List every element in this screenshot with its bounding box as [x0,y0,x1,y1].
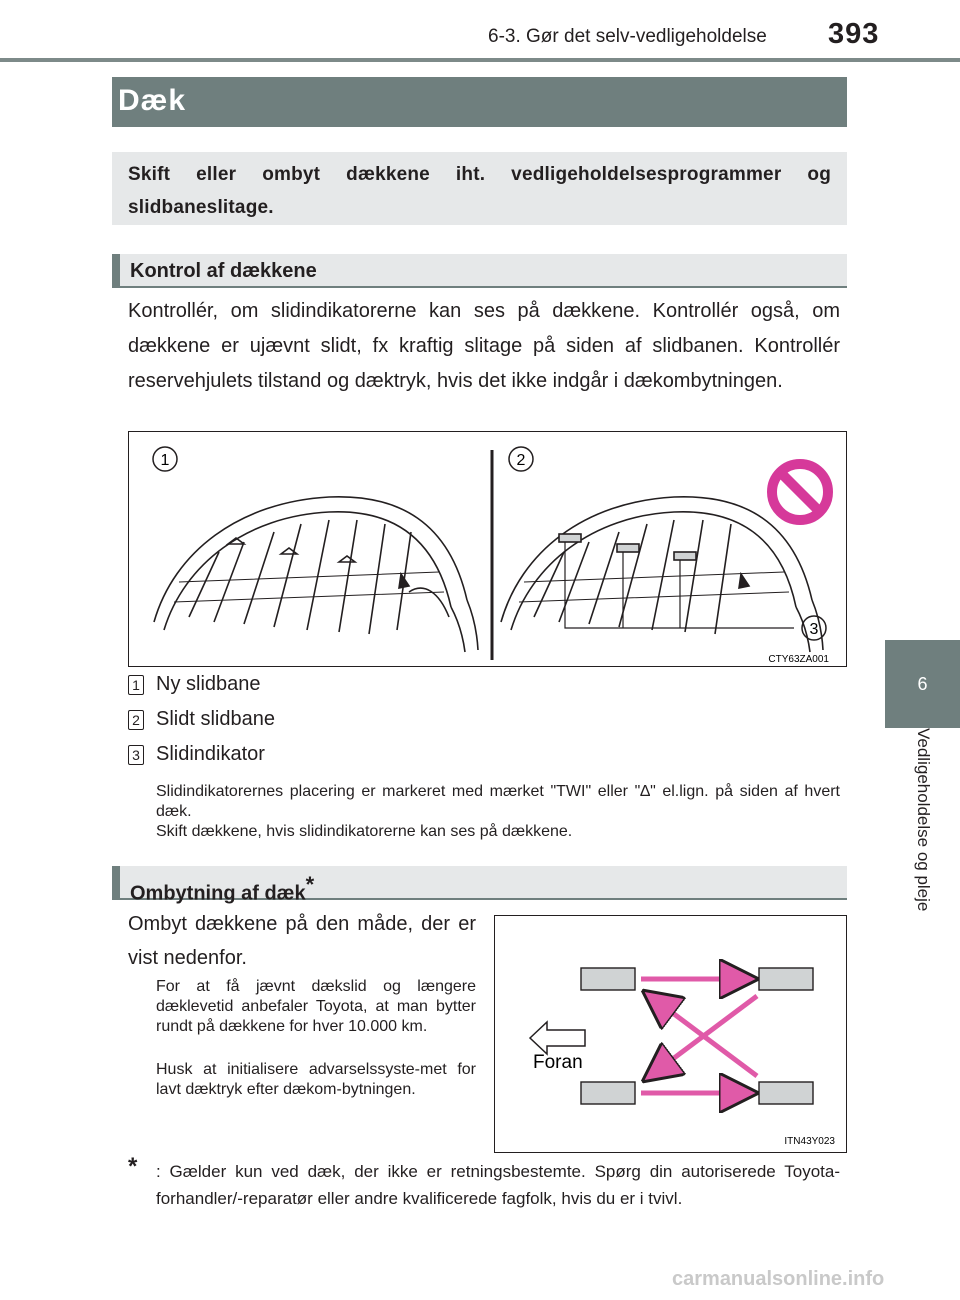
tire-wear-figure [128,431,847,667]
tire-rotation-figure [494,915,847,1153]
page-number: 393 [828,18,880,50]
intro-text: Skift eller ombyt dækkene iht. vedligeholdelsesprogrammer og slidbaneslitage. [128,164,831,218]
indicator-note-line2: Skift dækkene, hvis slidindikatorerne kan ses på dækkene. [156,823,573,840]
tire-wear-illustration [129,432,846,666]
section-heading-rotation-text: Ombytning af dæk [130,882,306,905]
legend-label-3: Slidindikator [156,743,265,765]
callout-1 [153,447,177,471]
chapter-tab-number[interactable]: 6 [885,640,960,728]
page-title: Dæk [118,84,187,117]
title-bar [112,77,847,127]
callout-2-text: 2 [516,452,526,469]
footnote-asterisk: * [128,1153,138,1180]
footnote-text: : Gælder kun ved dæk, der ikke er retningsbestemte. Spørg din autoriserede Toyota-forhandler/-reparatør eller andre kvalificerede fagfolk, hvis du er i tvivl. [156,1162,840,1208]
callout-3-text: 3 [809,621,819,638]
legend-num-2: 2 [128,710,144,730]
figure-code: ITN43Y023 [784,1136,835,1147]
tire-front-right [759,968,813,990]
callout-1-text: 1 [160,452,170,469]
section-heading-marker [112,866,120,900]
chapter-tab-label [885,728,960,1088]
section-heading-marker [112,254,120,288]
no-entry-icon [772,464,828,520]
rotation-note-2: Husk at initialisere advarselssyste-met for lavt dæktryk efter dækom-bytningen. [156,1061,476,1098]
rotation-paragraph: Ombyt dækkene på den måde, der er vist nedenfor. [128,913,476,969]
section-heading-rotation [130,872,314,906]
indicator-note-line1: Slidindikatorernes placering er markeret med mærket "TWI" eller "∆" el.lign. på siden af hvert dæk. [156,783,840,820]
callout-2 [509,447,533,471]
check-paragraph: Kontrollér, om slidindikatorerne kan ses på dækkene. Kontrollér også, om dækkene er ujævnt slidt, fx kraftig slitage på siden af slidbanen. Kontrollér reservehjulets tilstand og dæktryk, hvis det ikke indgår i dækombytningen. [128,300,840,392]
callout-3 [802,616,826,640]
tire-front-left [581,968,635,990]
watermark[interactable]: carmanualsonline.info [672,1268,885,1290]
figure-code: CTY63ZA001 [768,654,829,665]
chapter-tab-label-text: Vedligeholdelse og pleje [913,728,933,912]
front-label: Foran [533,1052,583,1073]
front-direction-arrow [530,1022,585,1054]
running-header: 6-3. Gør det selv-vedligeholdelse [488,26,767,47]
tire-worn-tread [501,497,823,652]
legend-num-3: 3 [128,745,144,765]
header-rule [0,58,960,62]
legend-num-1: 1 [128,675,144,695]
tire-new-tread [154,497,478,652]
tire-rotation-diagram [495,916,846,1152]
legend-label-1: Ny slidbane [156,673,261,695]
legend-label-2: Slidt slidbane [156,708,275,730]
rotation-note-1: For at få jævnt dækslid og længere dæklevetid anbefaler Toyota, at man bytter rundt på dækkene for hver 10.000 km. [156,978,476,1035]
indicator-note [156,782,840,842]
section-heading-check: Kontrol af dækkene [130,260,317,282]
tire-rear-right [759,1082,813,1104]
tire-rear-left [581,1082,635,1104]
heading-asterisk: * [305,872,315,897]
